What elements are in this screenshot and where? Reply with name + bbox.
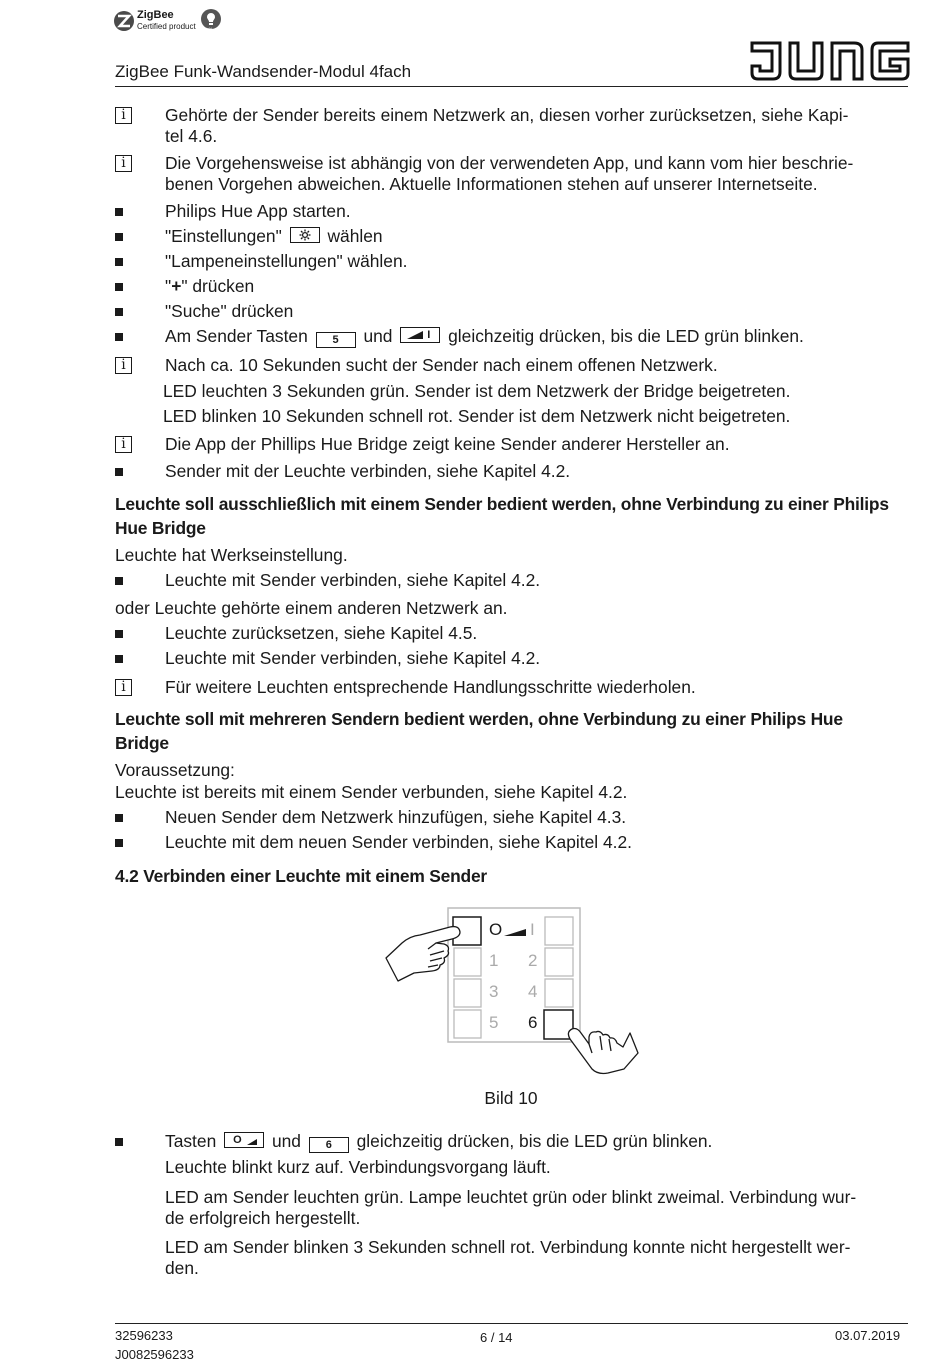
result-text: LED leuchten 3 Sekunden grün. Sender ist dem Netzwerk der Bridge beigetreten.	[163, 381, 791, 401]
bullet-icon	[115, 233, 123, 241]
key-6: 6	[309, 1137, 349, 1153]
bullet-icon	[115, 308, 123, 316]
bullet-icon	[115, 208, 123, 216]
figure-caption: Bild 10	[484, 1088, 538, 1108]
figure-label-6: 6	[528, 1013, 538, 1032]
bullet-icon	[115, 1138, 123, 1146]
figure-label-on: I	[530, 920, 535, 939]
step-text: Leuchte mit dem neuen Sender verbinden, siehe Kapitel 4.2.	[165, 832, 632, 852]
step-text: Leuchte mit Sender verbinden, siehe Kapitel 4.2.	[165, 648, 541, 668]
result-text: de erfolgreich hergestellt.	[165, 1208, 361, 1228]
info-text: tel 4.6.	[165, 126, 218, 146]
footer-divider	[115, 1323, 908, 1324]
light-badge: light	[205, 26, 213, 31]
info-text: Für weitere Leuchten entsprechende Handlungsschritte wiederholen.	[165, 677, 696, 697]
figure-sender-module	[380, 905, 645, 1085]
step-settings-pre: "Einstellungen"	[165, 226, 282, 246]
step-text	[165, 226, 910, 247]
bullet-icon	[115, 839, 123, 847]
prereq-label: Voraussetzung:	[115, 760, 235, 780]
step-keys-post: gleichzeitig drücken, bis die LED grün blinken.	[448, 326, 804, 346]
state-text: oder Leuchte gehörte einem anderen Netzwerk an.	[115, 598, 508, 618]
key-dim-on-label: I	[427, 329, 431, 341]
dim-wedge-icon	[407, 331, 423, 339]
step-text	[165, 326, 910, 348]
bullet-icon	[115, 333, 123, 341]
info-icon: i	[115, 155, 132, 172]
info-text: Gehörte der Sender bereits einem Netzwerk an, diesen vorher zurücksetzen, siehe Kapi-	[165, 105, 849, 125]
result-text: LED am Sender leuchten grün. Lampe leuchtet grün oder blinkt zweimal. Verbindung wur-	[165, 1187, 857, 1207]
key-off-label: O	[233, 1134, 242, 1146]
tail-step-post: gleichzeitig drücken, bis die LED grün blinken.	[356, 1131, 713, 1151]
figure-label-off: O	[489, 920, 503, 939]
bullet-icon	[115, 630, 123, 638]
key-off	[224, 1132, 264, 1148]
step-text	[165, 1131, 910, 1153]
tail-step-mid: und	[271, 1131, 301, 1151]
result-text: den.	[165, 1258, 199, 1278]
info-text: Nach ca. 10 Sekunden sucht der Sender nach einem offenen Netzwerk.	[165, 355, 718, 375]
info-text: Die Vorgehensweise ist abhängig von der verwendeten App, und kann vom hier beschrie-	[165, 153, 854, 173]
document-title: ZigBee Funk-Wandsender-Modul 4fach	[115, 62, 412, 81]
result-text: LED blinken 10 Sekunden schnell rot. Sender ist dem Netzwerk nicht beigetreten.	[163, 406, 791, 426]
step-text	[165, 276, 910, 297]
step-text: Leuchte mit Sender verbinden, siehe Kapitel 4.2.	[165, 570, 541, 590]
result-text: LED am Sender blinken 3 Sekunden schnell rot. Verbindung konnte nicht hergestellt wer-	[165, 1237, 851, 1257]
quote-close: " drücken	[181, 276, 255, 296]
key-dim-on	[400, 327, 440, 343]
document-number: J0082596233	[115, 1347, 194, 1362]
zigbee-brand: ZigBee	[137, 9, 174, 21]
zigbee-logo	[114, 7, 229, 35]
bullet-icon	[115, 655, 123, 663]
brand-wordmark	[750, 40, 753, 41]
info-icon: i	[115, 679, 132, 696]
step-text: "Lampeneinstellungen" wählen.	[165, 251, 408, 271]
article-number: 32596233	[115, 1328, 173, 1343]
step-keys-pre: Am Sender Tasten	[165, 326, 308, 346]
section-title: 4.2 Verbinden einer Leuchte mit einem Sender	[115, 866, 487, 886]
page-number: 6 / 14	[480, 1330, 513, 1345]
subheading: Leuchte soll ausschließlich mit einem Sender bedient werden, ohne Verbindung zu einer Philips	[115, 494, 889, 514]
key-5: 5	[316, 332, 356, 348]
bullet-icon	[115, 258, 123, 266]
quote-open: "	[165, 276, 172, 296]
bullet-icon	[115, 577, 123, 585]
subheading: Leuchte soll mit mehreren Sendern bedient werden, ohne Verbindung zu einer Philips Hue	[115, 709, 843, 729]
gear-icon	[290, 227, 320, 243]
step-text: "Suche" drücken	[165, 301, 294, 321]
figure-label-2: 2	[528, 951, 538, 970]
subheading: Hue Bridge	[115, 518, 206, 538]
result-text: Leuchte blinkt kurz auf. Verbindungsvorgang läuft.	[165, 1157, 551, 1177]
step-text: Sender mit der Leuchte verbinden, siehe Kapitel 4.2.	[165, 461, 571, 481]
plus-symbol: +	[171, 276, 182, 296]
info-text: Die App der Phillips Hue Bridge zeigt keine Sender anderer Hersteller an.	[165, 434, 730, 454]
document-date: 03.07.2019	[835, 1328, 901, 1343]
tail-step-pre: Tasten	[165, 1131, 217, 1151]
bullet-icon	[115, 814, 123, 822]
step-keys-mid: und	[363, 326, 393, 346]
figure-label-1: 1	[489, 951, 499, 970]
figure-label-4: 4	[528, 982, 538, 1001]
jung-logo	[750, 40, 910, 82]
figure-label-3: 3	[489, 982, 499, 1001]
info-text: benen Vorgehen abweichen. Aktuelle Informationen stehen auf unserer Internetseite.	[165, 174, 818, 194]
step-text: Leuchte zurücksetzen, siehe Kapitel 4.5.	[165, 623, 478, 643]
prereq-text: Leuchte ist bereits mit einem Sender verbunden, siehe Kapitel 4.2.	[115, 782, 628, 802]
bullet-icon	[115, 468, 123, 476]
subheading: Bridge	[115, 733, 169, 753]
dim-wedge-icon	[247, 1139, 257, 1145]
figure-label-5: 5	[489, 1013, 499, 1032]
info-icon: i	[115, 107, 132, 124]
info-icon: i	[115, 357, 132, 374]
step-text: Neuen Sender dem Netzwerk hinzufügen, siehe Kapitel 4.3.	[165, 807, 627, 827]
header-divider	[115, 86, 908, 87]
zigbee-subtitle: Certified product	[137, 22, 196, 31]
step-settings-post: wählen	[327, 226, 383, 246]
state-text: Leuchte hat Werkseinstellung.	[115, 545, 348, 565]
info-icon: i	[115, 436, 132, 453]
bullet-icon	[115, 283, 123, 291]
step-text: Philips Hue App starten.	[165, 201, 351, 221]
